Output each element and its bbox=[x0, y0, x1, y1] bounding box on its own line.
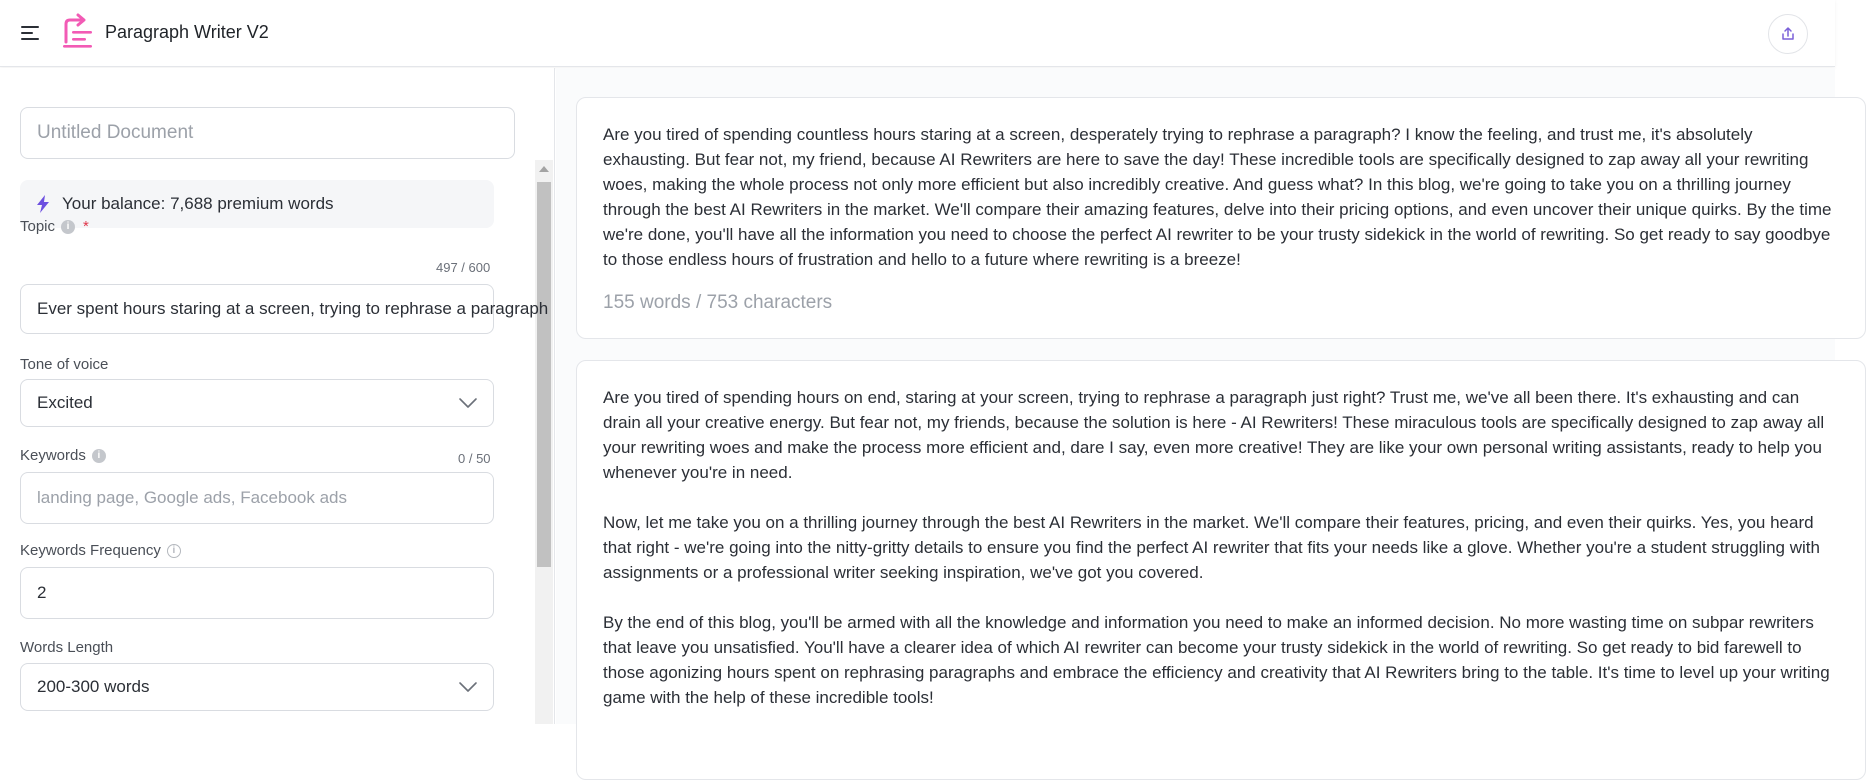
results-panel bbox=[556, 68, 1835, 724]
keywords-input[interactable] bbox=[20, 472, 494, 524]
words-length-select[interactable] bbox=[20, 663, 494, 711]
keywords-frequency-label: Keywords Frequency bbox=[20, 542, 161, 559]
scroll-thumb[interactable] bbox=[537, 182, 551, 567]
words-length-value: 200-300 words bbox=[37, 677, 150, 696]
result-card[interactable] bbox=[576, 97, 1866, 339]
chevron-down-icon bbox=[459, 682, 477, 692]
result-word-count: 155 words / 753 characters bbox=[603, 292, 833, 313]
info-icon[interactable]: i bbox=[167, 544, 181, 558]
keywords-frequency-label-row bbox=[20, 542, 181, 559]
tone-select[interactable] bbox=[20, 379, 494, 427]
topic-label-row bbox=[20, 218, 89, 235]
chevron-down-icon bbox=[459, 398, 477, 408]
app-title: Paragraph Writer V2 bbox=[105, 22, 269, 42]
tone-label-row bbox=[20, 356, 108, 373]
scroll-up-arrow-icon[interactable] bbox=[539, 166, 549, 172]
topic-label: Topic bbox=[20, 218, 56, 235]
lightning-bolt-icon bbox=[36, 195, 50, 213]
result-paragraph: By the end of this blog, you'll be armed with all the knowledge and information you need to make an informed decision. No more wasting time on subpar rewriters that leave you unsatisfied. You'll have a clearer idea of which AI rewriter can become your trusty sidekick in the world of rewriting. So get ready to bid farewell to those agonizing hours spent on rephrasing paragraphs and embrace the efficiency and creativity that AI Rewriters bring to the table. It's time to level up your writing game with the help of these incredible tools! bbox=[603, 613, 1830, 707]
hamburger-menu-icon[interactable] bbox=[20, 22, 42, 44]
topic-input-value: Ever spent hours staring at a screen, trying to rephrase a paragraph bbox=[37, 299, 549, 318]
keywords-char-counter: 0 / 50 bbox=[458, 451, 491, 466]
document-name-input[interactable] bbox=[20, 107, 515, 159]
required-mark: * bbox=[83, 218, 89, 235]
result-paragraph: Are you tired of spending hours on end, staring at your screen, trying to rephrase a paragraph just right? Trust me, we've all been there. It's exhausting and can drain all your creative energy. But fear not, my friends, because the solution is here - AI Rewriters! These miraculous tools are specifically designed to zap away all your rewriting woes and make the process more efficient and, dare I say, even more creative! They are like your own personal writing assistants, ready to help you whenever you're in need. bbox=[603, 388, 1825, 482]
keywords-label: Keywords bbox=[20, 447, 86, 464]
info-icon[interactable]: i bbox=[92, 449, 106, 463]
tone-label: Tone of voice bbox=[20, 356, 109, 373]
paragraph-writer-logo-icon bbox=[60, 14, 94, 50]
export-button[interactable] bbox=[1768, 14, 1808, 54]
share-export-icon bbox=[1780, 26, 1796, 42]
keywords-frequency-value: 2 bbox=[37, 583, 47, 602]
settings-scrollbar[interactable] bbox=[535, 160, 553, 724]
app-header bbox=[0, 0, 1835, 67]
words-length-label-row bbox=[20, 639, 113, 656]
topic-char-counter: 497 / 600 bbox=[436, 260, 491, 275]
topic-input[interactable] bbox=[20, 284, 549, 334]
result-paragraph: Now, let me take you on a thrilling journey through the best AI Rewriters in the market. We'll compare their features, pricing, and even their quirks. Yes, you heard that right - we're going into the nitty-gritty details to ensure you find the perfect AI rewriter that fits your needs like a glove. Whether you're a student struggling with assignments or a professional writer seeking inspiration, we've got you covered. bbox=[603, 513, 1820, 582]
keywords-label-row bbox=[20, 447, 106, 464]
info-icon[interactable]: i bbox=[61, 220, 75, 234]
keywords-frequency-input[interactable] bbox=[20, 567, 494, 619]
result-paragraph: Are you tired of spending countless hours staring at a screen, desperately trying to rephrase a paragraph? I know the feeling, and trust me, it's absolutely exhausting. But fear not, my friend, because AI Rewriters are here to save the day! These incredible tools are specifically designed to zap away all your rewriting woes, making the whole process not only more efficient but also incredibly creative. And guess what? In this blog, we're going to take you on a thrilling journey through the best AI Rewriters in the market. We'll compare their amazing features, delve into their pricing options, and even uncover their unique quirks. By the time we're done, you'll have all the information you need to choose the perfect AI rewriter to be your trusty sidekick in the world of rewriting. So get ready to say goodbye to those endless hours of frustration and hello to a future where rewriting is a breeze! bbox=[603, 125, 1832, 269]
word-balance-banner bbox=[20, 180, 494, 228]
keywords-placeholder: landing page, Google ads, Facebook ads bbox=[37, 488, 348, 507]
tone-select-value: Excited bbox=[37, 393, 93, 412]
result-card[interactable] bbox=[576, 360, 1866, 780]
balance-text: Your balance: 7,688 premium words bbox=[62, 194, 334, 213]
words-length-label: Words Length bbox=[20, 639, 114, 656]
settings-panel bbox=[0, 68, 555, 724]
